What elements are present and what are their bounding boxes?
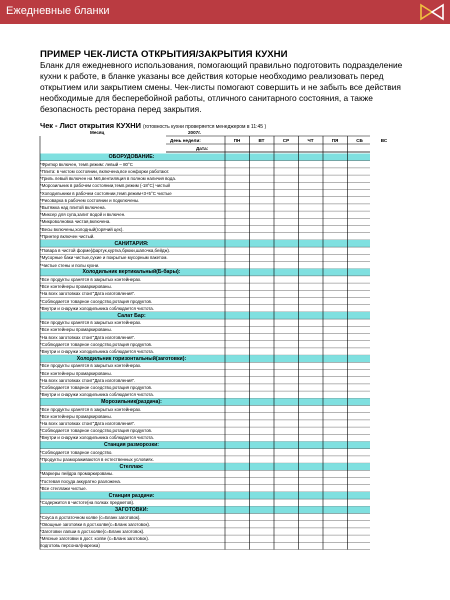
checklist-item: *Все стеллажи чистые. — [40, 485, 87, 491]
document-intro: Бланк для ежедневного использования, помогающий правильно подготовить подразделение кухни к работе, в бланке указаны все действия которые необходимо реализовать перед открытием или закрытием смены. Чек-листы помогают совершить и не забыть все действия необходимые для бесперебойной работы, отличного санитарного состояния, а также безопасность ресторана перед закрытия. — [40, 60, 403, 114]
checklist-item: *Микроволновка чистая,включена. — [40, 219, 111, 225]
checklist-item: *Плита: в чистом состоянии, включена,все конфорки работают. — [40, 168, 170, 174]
checklist-item: *Гостевая посуда аккуратно разложена. — [40, 478, 122, 484]
day-column-header: ПН — [233, 138, 241, 143]
checklist-item: *Гриль левый включен на №6,вентиляция в полном наличия вода. — [40, 176, 176, 182]
day-column-header: ПЯ — [331, 138, 339, 143]
checklist-item: *Соблюдается товарное соседство,ротация продуктов. — [40, 341, 153, 347]
checklist-note: (готовность кухни проверяется менеджером в 11:45 ) — [143, 124, 267, 130]
checklist-item: *Соблюдается товарное соседство,ротация продуктов. — [40, 428, 153, 434]
checklist-item: *На всех заготовках стоит"Дата изготовления". — [40, 291, 136, 297]
checklist-item: *Внутри и снаружи холодильника соблюдается чистота. — [40, 305, 154, 311]
day-column-header: СР — [282, 138, 290, 143]
checklist-item: *Мясные заготовки в дост. колве (с=Бланк заготовок). — [40, 536, 150, 542]
checklist-item: *Фритюр включен, темп.режим: левый – 80°С — [40, 161, 133, 167]
checklist-item: *Внутри и снаружи холодильника соблюдается чистота. — [40, 348, 154, 354]
checklist-item: *Вытяжка над плитой включена. — [40, 204, 106, 210]
section-title: Холодильник горизонтальный(заготовки): — [76, 355, 187, 362]
checklist-item: *Все продукты хранятся в закрытых контейнерах. — [40, 406, 142, 412]
date-label: Дата: — [196, 146, 209, 151]
header-title: Ежедневные бланки — [6, 5, 110, 17]
checklist-item: *Принтер включен чистый. — [40, 233, 95, 239]
checklist-item: *Холодильники в рабочем состоянии,темп.режим+3+5°С чистые — [40, 190, 172, 196]
checklist-item: *Миксер для супа,залит водой и включен. — [40, 212, 126, 218]
checklist-item: *Продукты размораживаются в естественных условиях. — [40, 456, 154, 462]
checklist-item: *Мусорные баки чистые,сухие и покрытые мусорным пакетом. — [40, 255, 168, 261]
checklist-item: *На всех заготовках стоит"Дата изготовления". — [40, 377, 136, 383]
day-column-header: СБ — [356, 138, 363, 143]
section-title: ЗАГОТОВКИ: — [114, 506, 149, 513]
section-title: Стеллаж: — [119, 463, 144, 470]
year-label: 2007г. — [188, 130, 201, 135]
checklist-item: *Соблюдается товарное соседство. — [40, 449, 113, 455]
checklist-item: подготовь персонал(нарезка) — [40, 543, 100, 549]
checklist-item: *Все контейнеры промаркированы. — [40, 413, 112, 419]
document-heading: ПРИМЕР ЧЕК-ЛИСТА ОТКРЫТИЯ/ЗАКРЫТИЯ КУХНИ — [40, 49, 288, 60]
day-column-header: ЧТ — [307, 138, 314, 143]
checklist-item: *Все продукты хранятся в закрытых контейнерах. — [40, 363, 142, 369]
checklist-item: *Рисоварка в рабочем состоянии и подключены. — [40, 197, 140, 203]
checklist-item: *Все контейнеры промаркированы. — [40, 327, 112, 333]
section-title: ОБОРУДОВАНИЕ: — [108, 154, 155, 161]
checklist-item: *На всех заготовках стоит"Дата изготовления". — [40, 420, 136, 426]
checklist-item: *Все продукты хранятся в закрытых контейнерах. — [40, 320, 142, 326]
day-column-header: ВС — [380, 138, 388, 143]
checklist-item: *Маркеры пейдра промаркированы. — [40, 471, 114, 477]
checklist-item: *Чистые стены и полы кухни. — [40, 262, 100, 268]
checklist-item: *Овощные заготовки в дост.колве(с=Бланк заготовок). — [40, 521, 151, 527]
checklist-item: *Морозильник в рабочем состоянии,темп.режим (-18°С) чистый — [40, 183, 170, 189]
day-of-week-label: День недели: — [170, 138, 201, 143]
checklist-item: *Внутри и снаружи холодильника соблюдается чистота. — [40, 392, 154, 398]
month-label: Месяц — [90, 130, 105, 135]
checklist-item: *Соблюдается товарное соседство,ротация продуктов. — [40, 384, 153, 390]
checklist-item: *Соуса в достаточном колве (с=Бланк заготовок). — [40, 514, 141, 520]
checklist-title-text: Чек - Лист открытия КУХНИ — [40, 121, 141, 130]
section-title: Салат Бар: — [117, 312, 146, 319]
checklist-item: *Внутри и снаружи холодильника соблюдается чистота. — [40, 435, 154, 441]
header-bar — [0, 0, 450, 24]
checklist-item: *Все контейнеры промаркированы. — [40, 370, 112, 376]
section-title: Станция раздачи: — [108, 492, 155, 499]
section-title: Морозильник(раздача): — [101, 398, 162, 405]
checklist-item: *Повара в чистой форме(фартук,куртка,брюки,шапочка,бейдж). — [40, 248, 171, 254]
section-title: САНИТАРИЯ: — [114, 240, 149, 247]
checklist-item: *Соблюдается товарное соседство,ротация продуктов. — [40, 298, 153, 304]
bowtie-logo-icon — [420, 3, 444, 21]
section-title: Холодильник вертикальный(Б-бары): — [82, 269, 181, 276]
checklist-item: *Содержится в чистоте(на полках предметов). — [40, 500, 135, 506]
checklist-item: *Весы включены,холодный(горячий цех). — [40, 226, 124, 232]
checklist-item: *Все продукты хранятся в закрытых контейнерах. — [40, 276, 142, 282]
checklist-item: *Заготовки лапши в дост.колве(с=Бланк заготовок). — [40, 528, 145, 534]
day-column-header: ВТ — [258, 138, 265, 143]
checklist-title — [40, 121, 266, 130]
section-title: Станция разморозки: — [103, 442, 159, 449]
checklist-item: *На всех заготовках стоит"Дата изготовления". — [40, 334, 136, 340]
checklist-item: *Все контейнеры промаркированы. — [40, 284, 112, 290]
